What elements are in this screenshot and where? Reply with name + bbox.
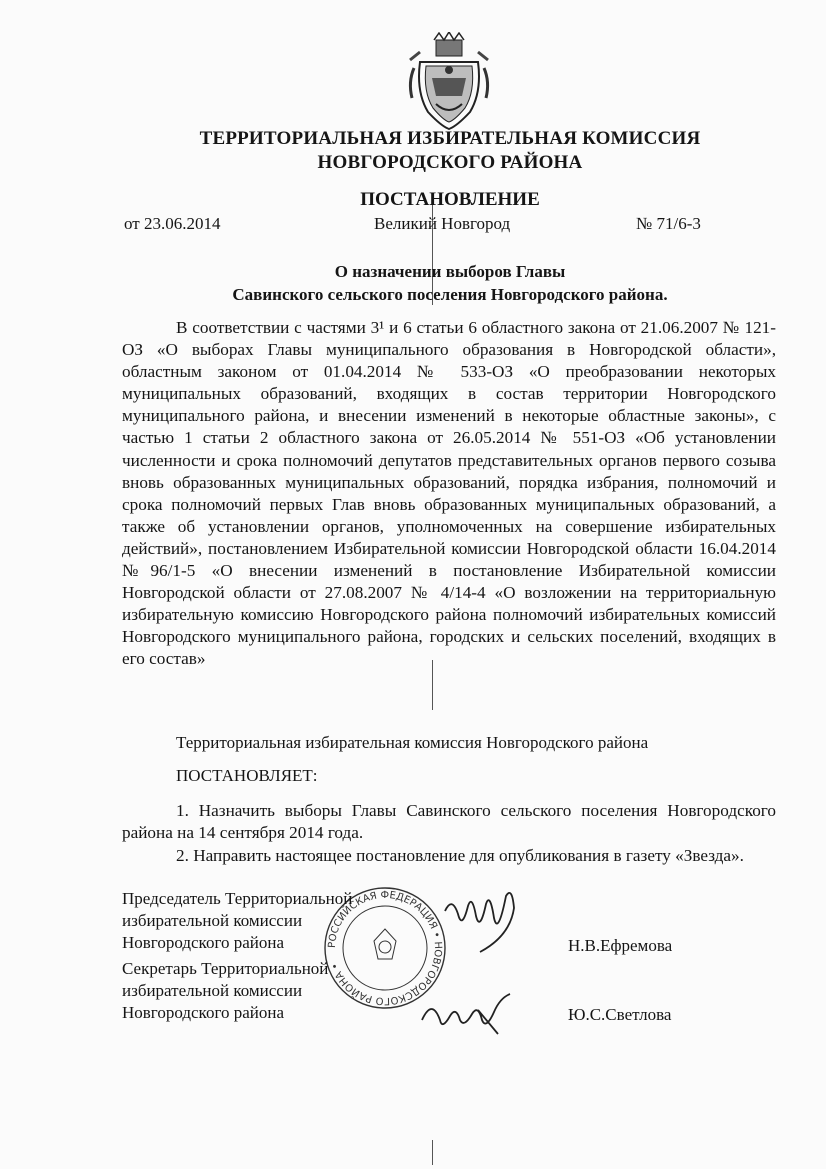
preamble-paragraph: В соответствии с частями 3¹ и 6 статьи 6 областного закона от 21.06.2007 № 121-ОЗ «О выборах Главы муниципального образования в Новгородской области», областным законом от 01.04.2014 № 533-ОЗ «О преобразовании некоторых муниципальных образований, входящих в состав территории Новгородского муниципального района, и внесении изменений в некоторые областные законы», с частью 1 статьи 2 областного закона от 26.05.2014 № 551-ОЗ «Об установлении численности и срока полномочий депутатов представительных органов первого созыва вновь образованных муниципальных образований, порядка избрания, полномочий и срока полномочий первых Глав вновь образованных муниципальных образований, а также об установлении органов, уполномоченных на совершение избирательных действий», постановлением Избирательной комиссии Новгородской области 16.04.2014 №96/1-5 «О внесении изменений в постановление Избирательной комиссии Новгородской области от 27.08.2007 № 4/14-4 «О возложении на территориальную избирательную комиссию Новгородского района полномочий избирательных комиссий Новгородского муниципального района, городских и сельских поселений, входящих в его состав» [122, 318, 776, 669]
document-number: № 71/6-3 [636, 214, 701, 233]
chair-signature [440, 886, 520, 956]
secretary-name: Ю.С.Светлова [568, 1005, 672, 1024]
chair-title-3: Новгородского района [122, 933, 285, 952]
resolves-heading: ПОСТАНОВЛЯЕТ: [176, 766, 318, 785]
secretary-title-2: избирательной комиссии [122, 981, 303, 1000]
chair-name: Н.В.Ефремова [568, 936, 673, 955]
secretary-title-1: Секретарь Территориальной [122, 959, 329, 978]
document-date: от 23.06.2014 [124, 214, 221, 233]
point-2: 2. Направить настоящее постановление для опубликования в газету «Звезда». [176, 846, 744, 865]
org-name-line2: НОВГОРОДСКОГО РАЙОНА [317, 152, 583, 173]
secretary-title-3: Новгородского района [122, 1003, 285, 1022]
document-place: Великий Новгород [374, 214, 511, 233]
stamp-text: РОССИЙСКАЯ ФЕДЕРАЦИЯ • НОВГОРОДСКОГО РАЙОНА • [326, 889, 444, 1007]
subject-line2: Савинского сельского поселения Новгородского района. [232, 285, 668, 304]
chair-title-2: избирательной комиссии [122, 911, 303, 930]
document-type: ПОСТАНОВЛЕНИЕ [360, 189, 540, 210]
coat-of-arms-icon [406, 32, 492, 132]
fold-mark [432, 1140, 433, 1165]
secretary-signature [418, 990, 518, 1038]
subject-line1: О назначении выборов Главы [334, 262, 566, 281]
chair-title-1: Председатель Территориальной [122, 889, 353, 908]
org-name-line1: ТЕРРИТОРИАЛЬНАЯ ИЗБИРАТЕЛЬНАЯ КОМИССИЯ [199, 128, 701, 149]
point-1: 1. Назначить выборы Главы Савинского сельского поселения Новгородского района на 14 сентября 2014 года. [122, 801, 776, 842]
commission-line: Территориальная избирательная комиссия Новгородского района [176, 733, 649, 752]
